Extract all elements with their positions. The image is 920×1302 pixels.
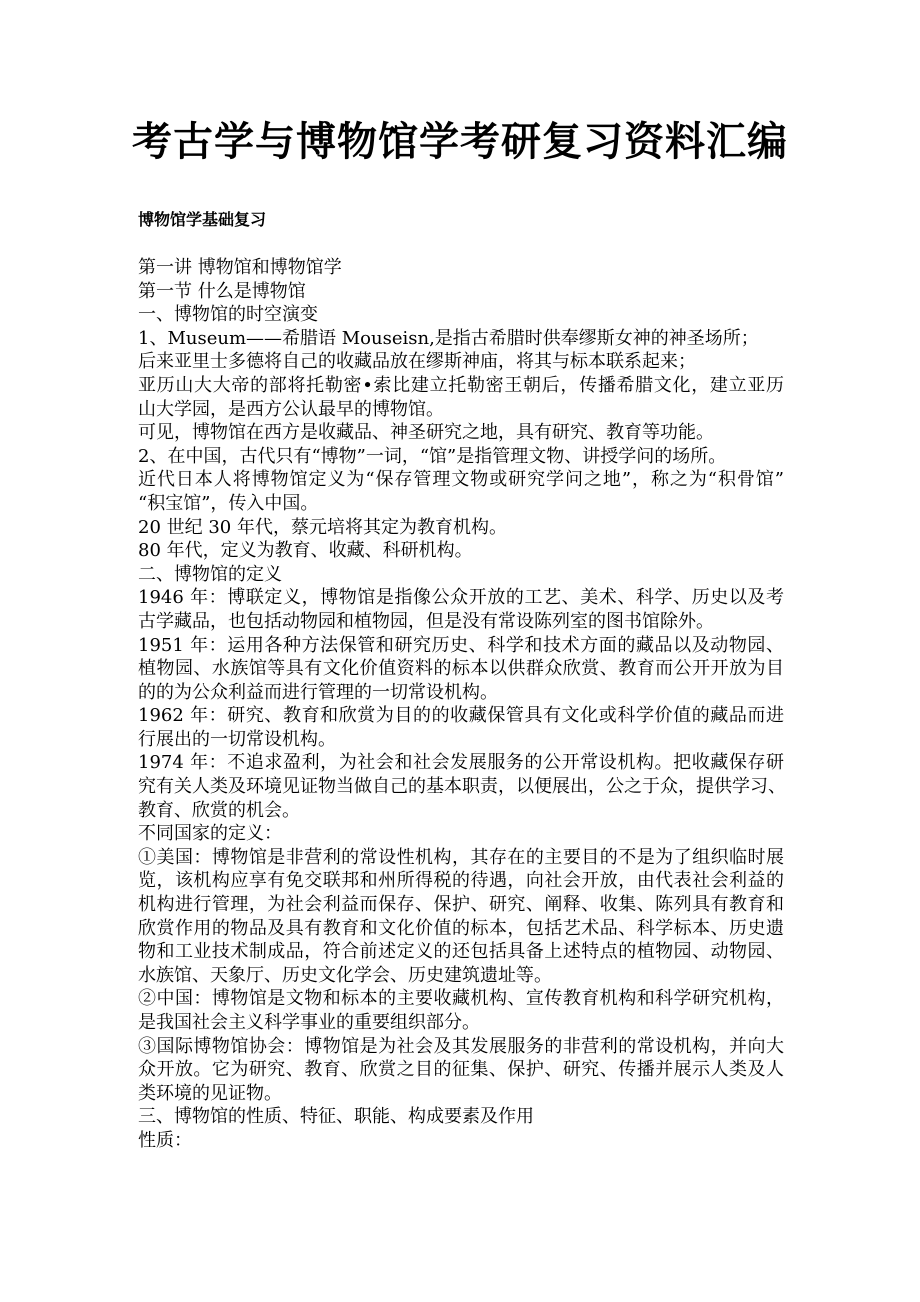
text-line: 是我国社会主义科学事业的重要组织部分。 <box>138 1012 480 1033</box>
paragraph <box>138 586 784 633</box>
paragraph <box>138 374 784 421</box>
text-line: 性质： <box>138 1129 192 1151</box>
text-line: 教育、欣赏的机会。 <box>138 799 300 821</box>
paragraph <box>138 563 784 587</box>
text-line: 后来亚里士多德将自己的收藏品放在缪斯神庙，将其与标本联系起来； <box>138 351 696 373</box>
text-line: 的的为公众利益而进行管理的一切常设机构。 <box>138 681 498 703</box>
text-line: 亚历山大大帝的部将托勒密•索比建立托勒密王朝后，传播希腊文化，建立亚历 <box>138 374 784 396</box>
text-line: 类环境的见证物。 <box>138 1082 282 1104</box>
document-body <box>138 256 784 1153</box>
paragraph <box>138 987 784 1034</box>
paragraph <box>138 539 784 563</box>
text-line: 山大学园，是西方公认最早的博物馆。 <box>138 398 444 420</box>
paragraph <box>138 751 784 822</box>
text-line: 第一讲 博物馆和博物馆学 <box>138 257 342 278</box>
text-line: 20 世纪 30 年代，蔡元培将其定为教育机构。 <box>138 516 507 538</box>
text-line: 1946 年：博联定义，博物馆是指像公众开放的工艺、美术、科学、历史以及考 <box>138 587 784 609</box>
paragraph <box>138 445 784 469</box>
paragraph <box>138 350 784 374</box>
paragraph <box>138 303 784 327</box>
document-title: 考古学与博物馆学考研复习资料汇编 <box>132 118 788 165</box>
text-line: 水族馆、天象厅、历史文化学会、历史建筑遗址等。 <box>138 964 552 986</box>
paragraph <box>138 256 784 280</box>
text-line: “积宝馆”，传入中国。 <box>138 492 319 514</box>
text-line: 究有关人类及环境见证物当做自己的基本职责，以便展出，公之于众，提供学习、 <box>138 776 786 798</box>
paragraph <box>138 1035 784 1106</box>
text-line: 物和工业技术制成品，符合前述定义的还包括具备上述特点的植物园、动物园、 <box>138 941 784 963</box>
text-line: ①美国：博物馆是非营利的常设性机构，其存在的主要目的不是为了组织临时展 <box>138 846 784 868</box>
section-heading: 博物馆学基础复习 <box>138 210 267 229</box>
paragraph <box>138 421 784 445</box>
text-line: ②中国：博物馆是文物和标本的主要收藏机构、宣传教育机构和科学研究机构， <box>138 988 784 1010</box>
text-line: 不同国家的定义： <box>138 823 282 845</box>
text-line: 二、博物馆的定义 <box>138 563 282 585</box>
text-line: 近代日本人将博物馆定义为“保存管理文物或研究学问之地”，称之为“积骨馆” <box>138 469 784 491</box>
paragraph <box>138 822 784 846</box>
text-line: 古学藏品，也包括动物园和植物园，但是没有常设陈列室的图书馆除外。 <box>138 610 714 632</box>
text-line: 植物园、水族馆等具有文化价值资料的标本以供群众欣赏、教育而公开开放为目 <box>138 658 784 680</box>
paragraph <box>138 280 784 304</box>
text-line: 1974 年：不追求盈利，为社会和社会发展服务的公开常设机构。把收藏保存研 <box>138 752 784 774</box>
paragraph <box>138 516 784 540</box>
text-line: 1951 年：运用各种方法保管和研究历史、科学和技术方面的藏品以及动物园、 <box>138 634 784 656</box>
paragraph <box>138 846 784 988</box>
text-line: 览，该机构应享有免交联邦和州所得税的待遇，向社会开放，由代表社会利益的 <box>138 870 784 892</box>
text-line: 欣赏作用的物品及具有教育和文化价值的标本，包括艺术品、科学标本、历史遗 <box>138 917 784 939</box>
paragraph <box>138 327 784 351</box>
text-line: 1、Museum——希腊语 Mouseisn,是指古希腊时供奉缪斯女神的神圣场所； <box>138 327 759 349</box>
paragraph <box>138 704 784 751</box>
paragraph <box>138 1105 784 1129</box>
text-line: 三、博物馆的性质、特征、职能、构成要素及作用 <box>138 1106 534 1128</box>
text-line: ③国际博物馆协会：博物馆是为社会及其发展服务的非营利的常设机构，并向大 <box>138 1035 784 1057</box>
paragraph <box>138 634 784 705</box>
text-line: 第一节 什么是博物馆 <box>138 280 306 302</box>
text-line: 80 年代，定义为教育、收藏、科研机构。 <box>138 540 473 562</box>
text-line: 可见，博物馆在西方是收藏品、神圣研究之地，具有研究、教育等功能。 <box>138 422 714 444</box>
text-line: 行展出的一切常设机构。 <box>138 728 336 750</box>
text-line: 一、博物馆的时空演变 <box>138 304 318 326</box>
paragraph <box>138 1129 784 1153</box>
text-line: 机构进行管理，为社会利益而保存、保护、研究、阐释、收集、陈列具有教育和 <box>138 894 784 916</box>
text-line: 众开放。它为研究、教育、欣赏之目的征集、保护、研究、传播并展示人类及人 <box>138 1059 784 1081</box>
paragraph <box>138 468 784 515</box>
text-line: 2、在中国，古代只有“博物”一词，“馆”是指管理文物、讲授学问的场所。 <box>138 445 727 467</box>
text-line: 1962 年：研究、教育和欣赏为目的的收藏保管具有文化或科学价值的藏品而进 <box>138 705 784 727</box>
